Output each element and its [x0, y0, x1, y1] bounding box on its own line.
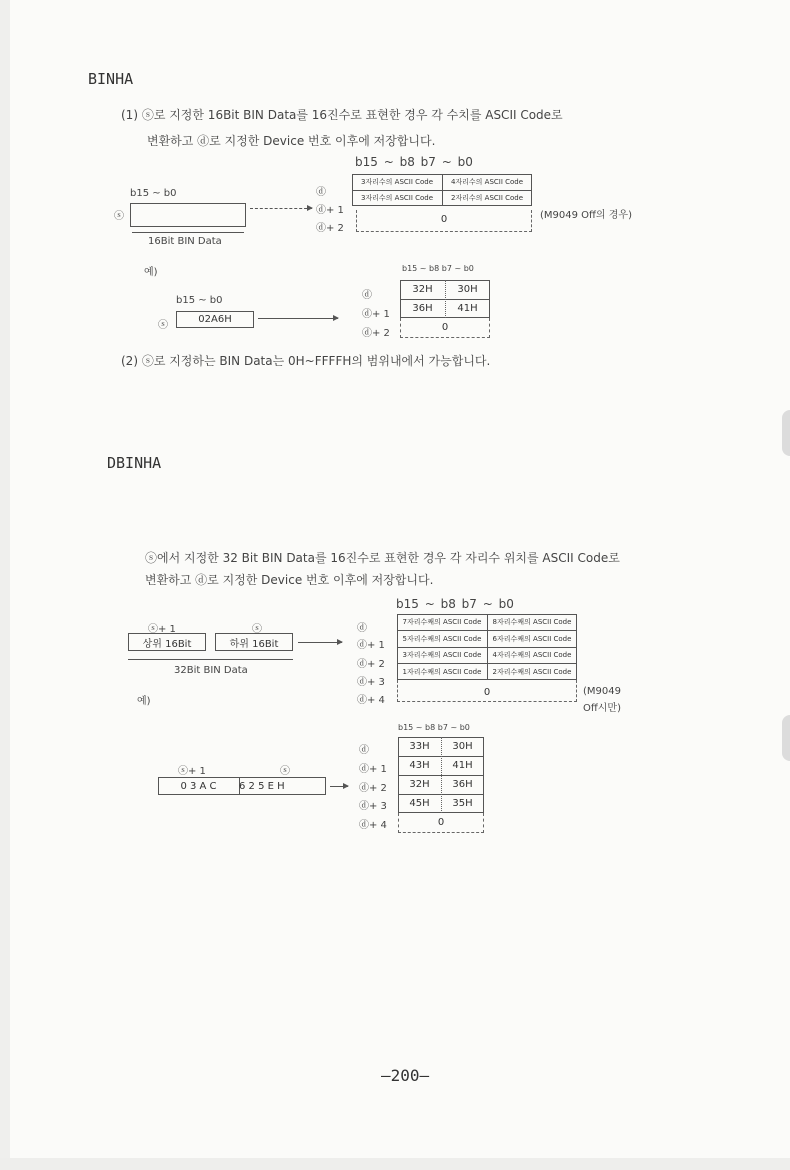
lower-16bit-label: 하위 16Bit: [229, 638, 279, 650]
d-dst-label: ⓓ+ 4: [357, 695, 385, 706]
scan-left-margin: [0, 0, 10, 1170]
ex-bit-header: b15 ~ b8 b7 ~ b0: [402, 264, 474, 273]
d-ex-cell: 45H: [409, 798, 430, 809]
ex-cell: 41H: [457, 303, 478, 314]
d-ex-dst-label: ⓓ+ 3: [359, 801, 387, 812]
table-cell: 3자리수의 ASCII Code: [360, 194, 434, 202]
d-ex-cell: 30H: [452, 741, 473, 752]
divider: [132, 232, 244, 233]
ex-cell: 32H: [412, 284, 433, 295]
d-dst-label: ⓓ+ 1: [357, 640, 385, 651]
binha-item2: (2) ⓢ로 지정하는 BIN Data는 0H~FFFFH의 범위내에서 가능합니다.: [121, 354, 491, 368]
upper-16bit-label: 상위 16Bit: [142, 638, 192, 650]
binha-item1-line1: (1) ⓢ로 지정한 16Bit BIN Data를 16진수로 표현한 경우 각 수치를 ASCII Code로: [121, 108, 563, 122]
d-note-line1: (M9049: [583, 686, 621, 697]
d-ex-cell: 43H: [409, 760, 430, 771]
ex-arrow: [258, 318, 338, 319]
d-dst-label: ⓓ: [357, 623, 367, 634]
d-cell: 7자리수째의 ASCII Code: [402, 618, 482, 626]
d-arrow: [298, 642, 342, 643]
d-ex-dst-label: ⓓ+ 4: [359, 820, 387, 831]
binha-item1-line2: 변환하고 ⓓ로 지정한 Device 번호 이후에 저장합니다.: [147, 134, 436, 148]
d-ex-dst-label: ⓓ+ 2: [359, 783, 387, 794]
d-cell: 3자리수째의 ASCII Code: [402, 651, 482, 659]
ex-cell: 36H: [412, 303, 433, 314]
d-src-caption: 32Bit BIN Data: [174, 665, 248, 676]
d-src-label: ⓢ+ 1: [148, 624, 176, 635]
dst-label: ⓓ: [316, 187, 326, 198]
d-cell: 2자리수째의 ASCII Code: [492, 667, 572, 676]
ex-src-value: 02A6H: [198, 314, 232, 325]
d-ex-cell: 33H: [409, 741, 430, 752]
scan-bottom-margin: [0, 1158, 790, 1170]
page-number: —200—: [381, 1066, 430, 1085]
d-ex-src-lo: 6 2 5 E H: [239, 780, 285, 792]
example-label: 예): [144, 267, 158, 278]
d-src-label: ⓢ: [252, 624, 262, 635]
d-ex-cell: 35H: [452, 798, 473, 809]
binder-hole: [782, 715, 790, 761]
divider: [128, 659, 293, 660]
src-bit-range: b15 ~ b0: [130, 188, 177, 199]
zero-value: 0: [440, 213, 448, 225]
binha-heading: BINHA: [88, 70, 134, 88]
d-ex-cell: 36H: [452, 779, 473, 790]
src-caption: 16Bit BIN Data: [148, 236, 222, 247]
dbinha-heading: DBINHA: [107, 454, 162, 472]
d-ex-src-hi: 0 3 A C: [180, 780, 217, 792]
dst-label: ⓓ+ 2: [316, 223, 344, 234]
table-cell: 4자리수의 ASCII Code: [450, 178, 524, 186]
d-ex-cell: 41H: [452, 760, 473, 771]
d-cell: 4자리수째의 ASCII Code: [492, 651, 572, 659]
dbinha-line1: ⓢ에서 지정한 32 Bit BIN Data를 16진수로 표현한 경우 각 자리수 위치를 ASCII Code로: [145, 551, 620, 565]
ex-zero-value: 0: [441, 321, 449, 333]
ex-src-bits: b15 ~ b0: [176, 295, 223, 306]
table-cell: 2자리수의 ASCII Code: [450, 194, 524, 202]
d-ex-bit-header: b15 ~ b8 b7 ~ b0: [398, 723, 470, 732]
d-cell: 6자리수째의 ASCII Code: [492, 634, 572, 643]
binder-hole: [782, 410, 790, 456]
src-label: ⓢ: [114, 211, 124, 222]
src-register-box: [130, 203, 246, 227]
arrow-to-device: [250, 208, 312, 209]
dst-label: ⓓ+ 1: [316, 205, 344, 216]
d-ex-dst-label: ⓓ: [359, 745, 369, 756]
dbinha-bit-header: b15 ~ b8 b7 ~ b0: [396, 597, 514, 611]
ex-dst-label: ⓓ+ 2: [362, 328, 390, 339]
table-cell: 3자리수의 ASCII Code: [360, 178, 434, 186]
ex-dst-label: ⓓ: [362, 290, 372, 301]
d-cell: 1자리수째의 ASCII Code: [402, 667, 482, 676]
d-zero-value: 0: [483, 686, 491, 698]
d-ex-dst-label: ⓓ+ 1: [359, 764, 387, 775]
d-ex-src-label: ⓢ: [280, 766, 290, 777]
ex-dst-label: ⓓ+ 1: [362, 309, 390, 320]
d-ex-zero-value: 0: [437, 816, 445, 828]
d-dst-label: ⓓ+ 3: [357, 677, 385, 688]
d-cell: 5자리수째의 ASCII Code: [402, 634, 482, 643]
ex-cell: 30H: [457, 284, 478, 295]
d-ex-src-label: ⓢ+ 1: [178, 766, 206, 777]
bit-header: b15 ~ b8 b7 ~ b0: [355, 155, 473, 169]
d-example-label: 예): [137, 696, 151, 707]
d-note-line2: Off시만): [583, 703, 621, 714]
d-dst-label: ⓓ+ 2: [357, 659, 385, 670]
d-cell: 8자리수째의 ASCII Code: [492, 618, 572, 626]
d-ex-cell: 32H: [409, 779, 430, 790]
m9049-note: (M9049 Off의 경우): [540, 210, 632, 221]
ex-src-label: ⓢ: [158, 320, 168, 331]
dbinha-line2: 변환하고 ⓓ로 지정한 Device 번호 이후에 저장합니다.: [145, 573, 434, 587]
d-ex-arrow: [330, 786, 348, 787]
